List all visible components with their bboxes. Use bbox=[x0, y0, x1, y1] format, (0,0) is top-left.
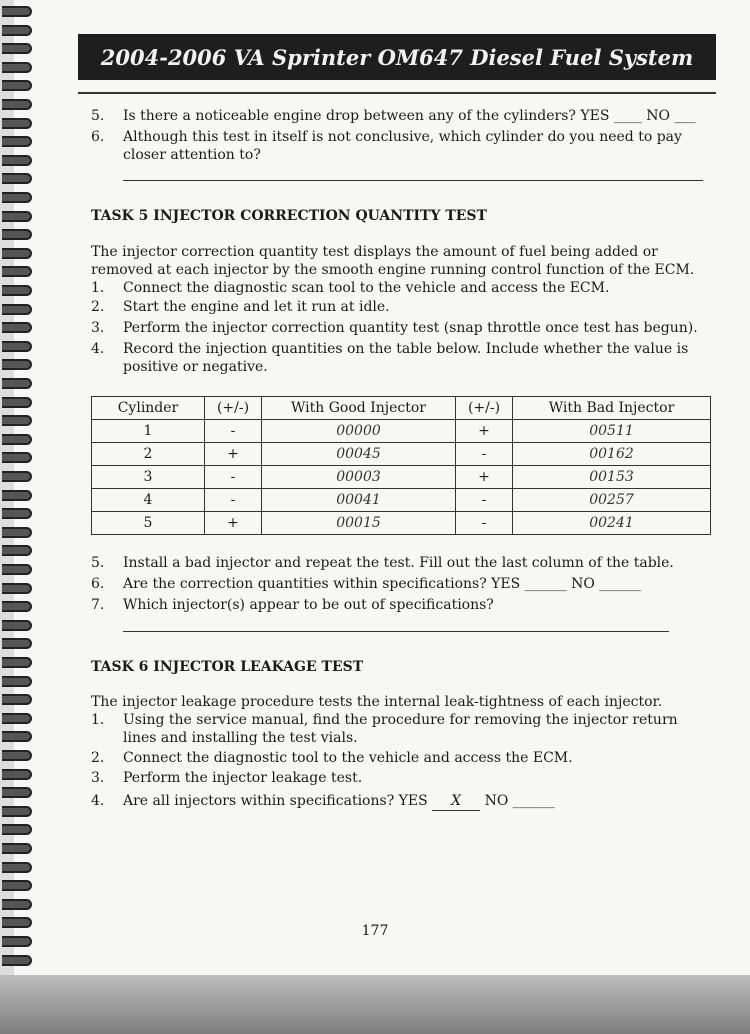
binding-coil bbox=[2, 211, 32, 222]
answer-line bbox=[123, 180, 703, 181]
binding-coil bbox=[2, 713, 32, 724]
binding-coil bbox=[2, 43, 32, 54]
table-row bbox=[92, 466, 711, 489]
step-number: 3. bbox=[91, 320, 105, 336]
table-cell: + bbox=[456, 420, 513, 443]
binding-coil bbox=[2, 452, 32, 463]
table-cell: 00045 bbox=[262, 443, 456, 466]
binding-coil bbox=[2, 80, 32, 91]
table-cell: + bbox=[205, 443, 262, 466]
step-number: 6. bbox=[91, 576, 105, 592]
header-rule bbox=[78, 92, 716, 94]
step-text: Perform the injector leakage test. bbox=[123, 770, 363, 786]
binding-coil bbox=[2, 731, 32, 742]
step-text: Connect the diagnostic scan tool to the vehicle and access the ECM. bbox=[123, 280, 610, 296]
step-question: Are all injectors within specifications? YES bbox=[123, 793, 433, 809]
step-number: 5. bbox=[91, 555, 105, 571]
binding-coil bbox=[2, 173, 32, 184]
binding-coil bbox=[2, 6, 32, 17]
step-text: Perform the injector correction quantity test (snap throttle once test has begun). bbox=[123, 320, 698, 336]
table-cell: 00003 bbox=[262, 466, 456, 489]
step-number: 7. bbox=[91, 597, 105, 613]
step-text bbox=[123, 792, 713, 811]
binding-coil bbox=[2, 490, 32, 501]
binding-coil bbox=[2, 304, 32, 315]
spiral-binding bbox=[0, 0, 40, 975]
column-header: With Bad Injector bbox=[513, 397, 711, 420]
table-cell: 00511 bbox=[513, 420, 711, 443]
table-cell: 00257 bbox=[513, 489, 711, 512]
binding-coil bbox=[2, 25, 32, 36]
table-cell: 4 bbox=[92, 489, 205, 512]
binding-coil bbox=[2, 750, 32, 761]
page-bottom-edge bbox=[0, 975, 750, 1034]
binding-coil bbox=[2, 285, 32, 296]
no-answer-field[interactable]: ______ bbox=[512, 793, 555, 809]
binding-coil bbox=[2, 229, 32, 240]
step-number: 2. bbox=[91, 299, 105, 315]
table-cell: 3 bbox=[92, 466, 205, 489]
binding-coil bbox=[2, 676, 32, 687]
table-cell: + bbox=[205, 512, 262, 535]
step-text: Which injector(s) appear to be out of specifications? bbox=[123, 597, 494, 613]
table-cell: 00153 bbox=[513, 466, 711, 489]
binding-coil bbox=[2, 434, 32, 445]
step-number: 1. bbox=[91, 712, 105, 728]
table-row bbox=[92, 489, 711, 512]
binding-coil bbox=[2, 843, 32, 854]
table-row bbox=[92, 420, 711, 443]
binding-coil bbox=[2, 192, 32, 203]
binding-coil bbox=[2, 415, 32, 426]
table-cell: 2 bbox=[92, 443, 205, 466]
section-heading: TASK 5 INJECTOR CORRECTION QUANTITY TEST bbox=[91, 208, 487, 224]
binding-coil bbox=[2, 545, 32, 556]
question-text: Although this test in itself is not conclusive, which cylinder do you need to pay closer attention to? bbox=[123, 129, 682, 163]
injection-quantity-table bbox=[91, 396, 711, 535]
step-text: Are the correction quantities within specifications? YES ______ NO ______ bbox=[123, 576, 642, 592]
answer-line bbox=[123, 631, 669, 632]
binding-coil bbox=[2, 359, 32, 370]
binding-coil bbox=[2, 378, 32, 389]
binding-coil bbox=[2, 806, 32, 817]
binding-coil bbox=[2, 787, 32, 798]
binding-coil bbox=[2, 824, 32, 835]
binding-coil bbox=[2, 955, 32, 966]
table-cell: - bbox=[456, 443, 513, 466]
section-intro: The injector correction quantity test displays the amount of fuel being added or removed at each injector by the smooth engine running control function of the ECM. bbox=[91, 244, 695, 278]
table-cell: - bbox=[456, 489, 513, 512]
binding-coil bbox=[2, 899, 32, 910]
column-header: (+/-) bbox=[205, 397, 262, 420]
binding-coil bbox=[2, 880, 32, 891]
binding-coil bbox=[2, 508, 32, 519]
table-cell: 00041 bbox=[262, 489, 456, 512]
table-cell: + bbox=[456, 466, 513, 489]
column-header: (+/-) bbox=[456, 397, 513, 420]
table-cell: 00241 bbox=[513, 512, 711, 535]
table-cell: 00000 bbox=[262, 420, 456, 443]
binding-coil bbox=[2, 248, 32, 259]
table-cell: 00162 bbox=[513, 443, 711, 466]
no-label: NO bbox=[480, 793, 513, 809]
binding-coil bbox=[2, 862, 32, 873]
column-header: With Good Injector bbox=[262, 397, 456, 420]
table-cell: - bbox=[456, 512, 513, 535]
table-header-row bbox=[92, 397, 711, 420]
binding-coil bbox=[2, 638, 32, 649]
table-cell: 5 bbox=[92, 512, 205, 535]
step-text: Using the service manual, find the procedure for removing the injector return lines and installing the test vials. bbox=[123, 712, 678, 746]
step-number: 4. bbox=[91, 793, 105, 809]
binding-coil bbox=[2, 471, 32, 482]
binding-coil bbox=[2, 266, 32, 277]
binding-coil bbox=[2, 62, 32, 73]
table-row bbox=[92, 443, 711, 466]
page-number: 177 bbox=[361, 923, 389, 939]
binding-coil bbox=[2, 118, 32, 129]
table-row bbox=[92, 512, 711, 535]
binding-coil bbox=[2, 769, 32, 780]
table-cell: - bbox=[205, 466, 262, 489]
binding-coil bbox=[2, 99, 32, 110]
binding-coil bbox=[2, 322, 32, 333]
step-number: 3. bbox=[91, 770, 105, 786]
section-intro: The injector leakage procedure tests the internal leak-tightness of each injector. bbox=[91, 694, 663, 710]
table-cell: 1 bbox=[92, 420, 205, 443]
binding-coil bbox=[2, 155, 32, 166]
yes-answer-field[interactable]: X bbox=[432, 792, 480, 811]
binding-coil bbox=[2, 341, 32, 352]
step-number: 2. bbox=[91, 750, 105, 766]
step-number: 4. bbox=[91, 341, 105, 357]
column-header: Cylinder bbox=[92, 397, 205, 420]
binding-coil bbox=[2, 397, 32, 408]
binding-coil bbox=[2, 527, 32, 538]
binding-coil bbox=[2, 657, 32, 668]
item-number: 6. bbox=[91, 129, 105, 145]
step-text: Install a bad injector and repeat the test. Fill out the last column of the table. bbox=[123, 555, 674, 571]
binding-coil bbox=[2, 564, 32, 575]
binding-coil bbox=[2, 136, 32, 147]
binding-coil bbox=[2, 583, 32, 594]
step-text: Connect the diagnostic tool to the vehicle and access the ECM. bbox=[123, 750, 573, 766]
table-cell: - bbox=[205, 489, 262, 512]
item-number: 5. bbox=[91, 108, 105, 124]
step-text: Start the engine and let it run at idle. bbox=[123, 299, 390, 315]
section-heading: TASK 6 INJECTOR LEAKAGE TEST bbox=[91, 659, 364, 675]
page-title: 2004-2006 VA Sprinter OM647 Diesel Fuel System bbox=[78, 34, 716, 80]
binding-coil bbox=[2, 601, 32, 612]
table-cell: 00015 bbox=[262, 512, 456, 535]
binding-coil bbox=[2, 694, 32, 705]
question-text: Is there a noticeable engine drop between any of the cylinders? YES ____ NO ___ bbox=[123, 108, 696, 124]
table-cell: - bbox=[205, 420, 262, 443]
binding-coil bbox=[2, 620, 32, 631]
step-text: Record the injection quantities on the table below. Include whether the value is positive or negative. bbox=[123, 341, 689, 375]
step-number: 1. bbox=[91, 280, 105, 296]
